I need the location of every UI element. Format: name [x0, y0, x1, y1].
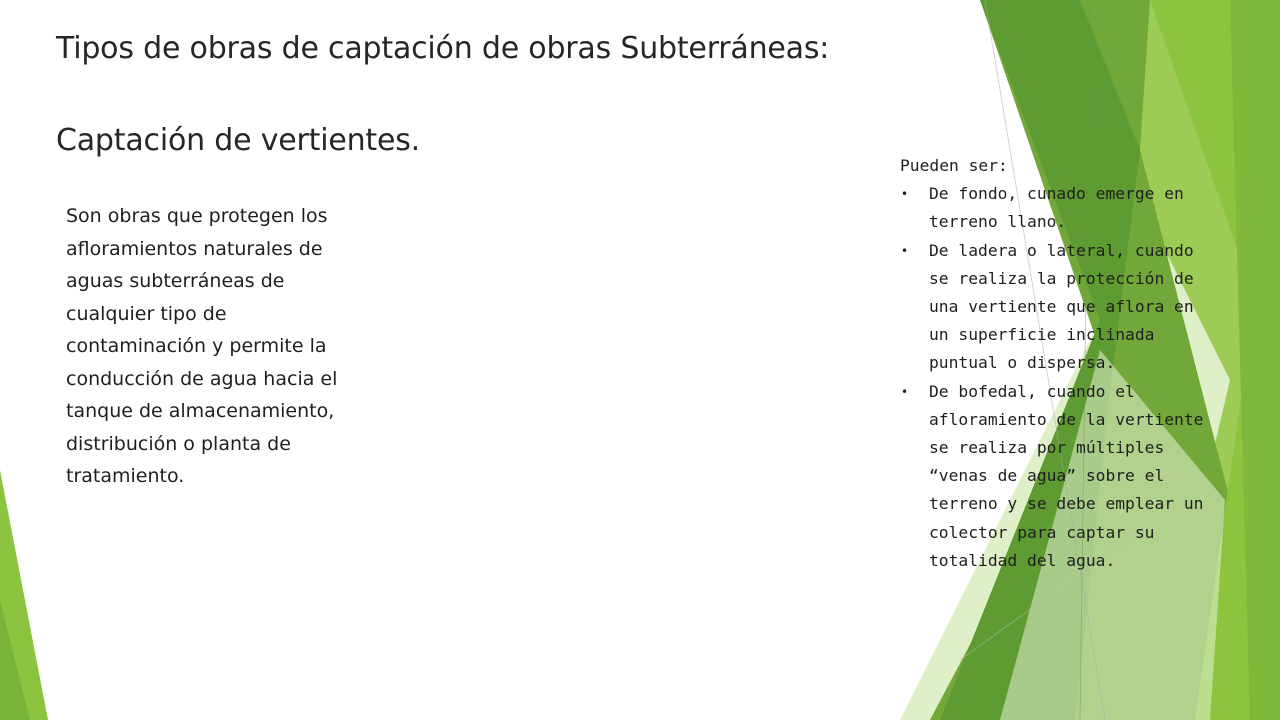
list-item	[900, 378, 1220, 575]
list-item-text: De bofedal, cuando el afloramiento de la vertiente se realiza por múltiples “venas de agua” sobre el terreno y se debe emplear un colector para captar su totalidad del agua.	[929, 381, 1204, 570]
list-item	[900, 180, 1220, 236]
types-list	[900, 180, 1220, 575]
list-item	[900, 237, 1220, 378]
bullet-icon: •	[901, 187, 909, 202]
slide-title: Tipos de obras de captación de obras Subterráneas:	[56, 31, 830, 66]
types-box	[900, 152, 1220, 575]
bullet-icon: •	[901, 243, 909, 258]
list-item-text: De fondo, cunado emerge en terreno llano.	[929, 184, 1184, 232]
bullet-icon: •	[901, 384, 909, 399]
list-item-text: De ladera o lateral, cuando se realiza la protección de una vertiente que aflora en un superficie inclinada puntual o dispersa.	[929, 240, 1194, 373]
description-paragraph: Son obras que protegen los afloramientos naturales de aguas subterráneas de cualquier tipo de contaminación y permite la conducción de agua hacia el tanque de almacenamiento, distribución o planta de tratamiento.	[66, 205, 338, 487]
types-intro: Pueden ser:	[900, 156, 1008, 175]
slide-subtitle: Captación de vertientes.	[56, 123, 420, 158]
